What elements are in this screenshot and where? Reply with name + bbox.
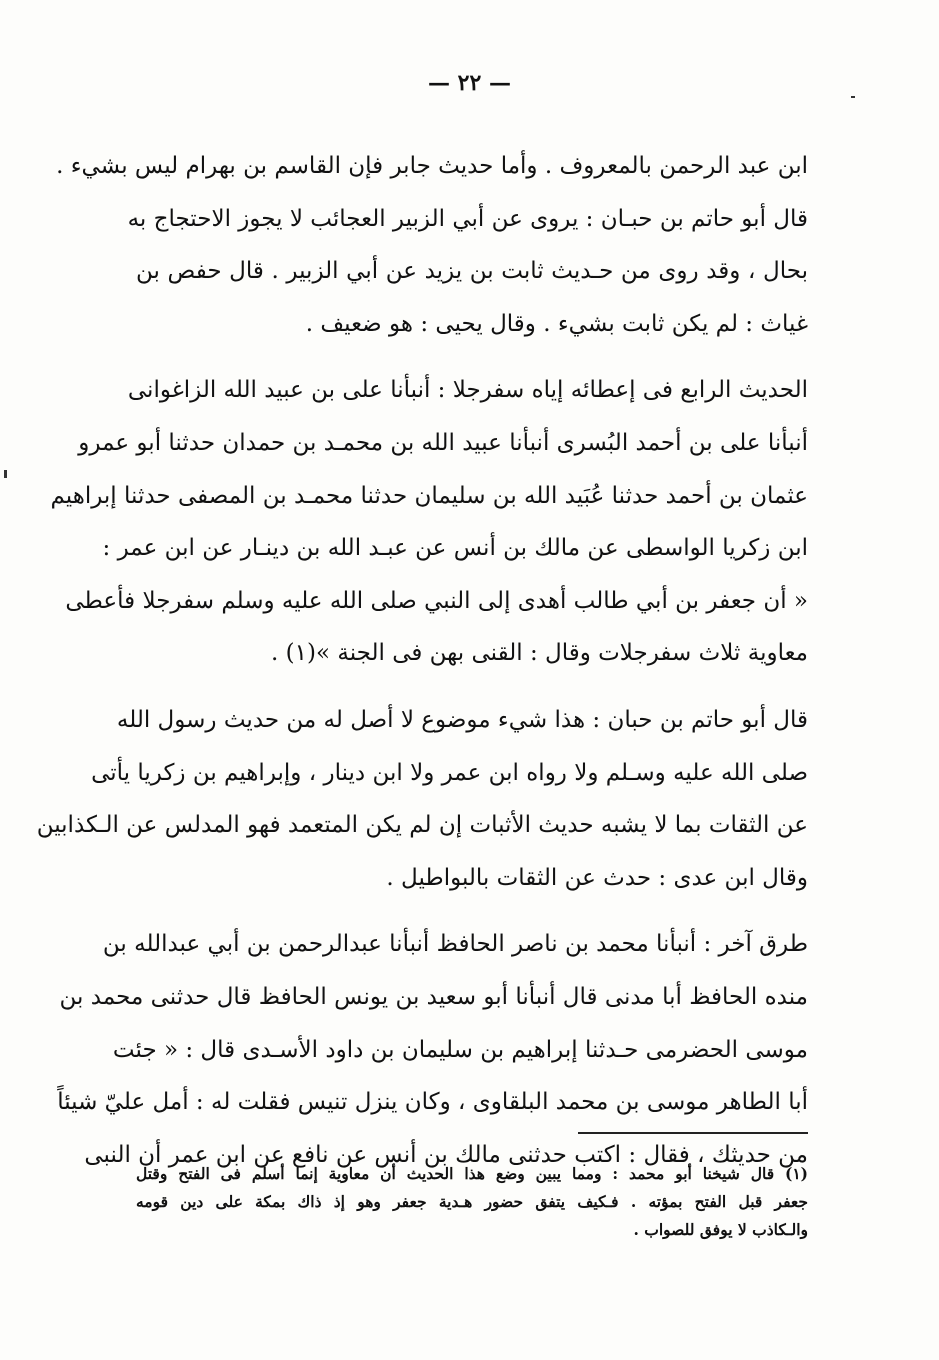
text-line: ابن زكريا الواسطى عن مالك بن أنس عن عبـد الله بن دينـار عن ابن عمر : bbox=[102, 535, 808, 562]
footnote-line: (١) قال شيخنا أبو محمد : ومما يبين وضع هذا الحديث أن معاوية إنما أسلم فى الفتح وقتل bbox=[136, 1164, 808, 1183]
text-line: ابن عبد الرحمن بالمعروف . وأما حديث جابر فإن القاسم بن بهرام ليس بشيء . bbox=[56, 153, 808, 179]
text-line: موسى الحضرمى حـدثنا إبراهيم بن سليمان بن داود الأسـدى قال : « جئت bbox=[112, 1036, 808, 1063]
text-line: عن الثقات بما لا يشبه حديث الأثبات إن لم يكن المتعمد فهو المدلس عن الـكذابين bbox=[36, 812, 808, 839]
text-line: قال أبو حاتم بن حبـان : يروى عن أبي الزبير العجائب لا يجوز الاحتجاج به bbox=[127, 205, 808, 232]
text-line: « أن جعفر بن أبي طالب أهدى إلى النبي صلى الله عليه وسلم سفرجلا فأعطى bbox=[65, 587, 808, 614]
text-line: صلى الله عليه وسـلم ولا رواه ابن عمر ولا ابن دينار ، وإبراهيم بن زكريا يأتى bbox=[91, 759, 808, 786]
text-line: غياث : لم يكن ثابت بشيء . وقال يحيى : هو ضعيف . bbox=[305, 310, 808, 337]
text-line: أنبأنا على بن أحمد البُسرى أنبأنا عبيد الله بن محمـد بن حمدان حدثنا أبو عمرو bbox=[78, 429, 808, 456]
text-line: وقال ابن عدى : حدث عن الثقات بالبواطيل . bbox=[386, 864, 808, 891]
footnotes bbox=[136, 1160, 808, 1244]
text-line: بحال ، وقد روى من حـديث ثابت بن يزيد عن أبي الزبير . قال حفص بن bbox=[136, 258, 808, 285]
text-line: الحديث الرابع فى إعطائه إياه سفرجلا : أنبأنا على بن عبيد الله الزاغوانى bbox=[127, 377, 808, 404]
text-line: معاوية ثلاث سفرجلات وقال : القنى بهن فى الجنة »(١) . bbox=[271, 640, 808, 667]
text-line: من حديثك ، فقال : اكتب حدثنى مالك بن أنس عن نافع عن ابن عمر أن النبى bbox=[84, 1141, 808, 1168]
text-line: طرق آخر : أنبأنا محمد بن ناصر الحافظ أنبأنا عبدالرحمن بن أبي عبدالله بن bbox=[102, 931, 808, 958]
paragraph bbox=[57, 918, 808, 1181]
footnote-line: والـكاذب لا يوفق للصواب . bbox=[633, 1220, 808, 1239]
text-line: أبا الطاهر موسى بن محمد البلقاوى ، وكان ينزل تنيس فقلت له : أمل عليّ شيئاً bbox=[57, 1089, 808, 1116]
paragraph bbox=[50, 364, 808, 680]
scan-speck bbox=[4, 470, 7, 478]
paragraph bbox=[56, 140, 808, 350]
footnote-line: جعفر قبل الفتح بمؤته . فـكيف يتفق حضور هـدية جعفر وهو إذ ذاك بمكة على دين قومه bbox=[136, 1192, 808, 1211]
scan-speck bbox=[851, 96, 855, 98]
paragraph bbox=[36, 694, 808, 904]
page-number: — ٢٢ — bbox=[428, 70, 511, 96]
footnote-divider bbox=[578, 1132, 808, 1134]
body-text bbox=[36, 140, 808, 1195]
text-line: عثمان بن أحمد حدثنا عُبَيد الله بن سليمان حدثنا محمـد بن المصفى حدثنا إبراهيم bbox=[50, 482, 808, 509]
text-line: قال أبو حاتم بن حبان : هذا شيء موضوع لا أصل له من حديث رسول الله bbox=[116, 706, 808, 733]
text-line: منده الحافظ أبا مدنى قال أنبأنا أبو سعيد بن يونس الحافظ قال حدثنى محمد بن bbox=[59, 983, 808, 1010]
